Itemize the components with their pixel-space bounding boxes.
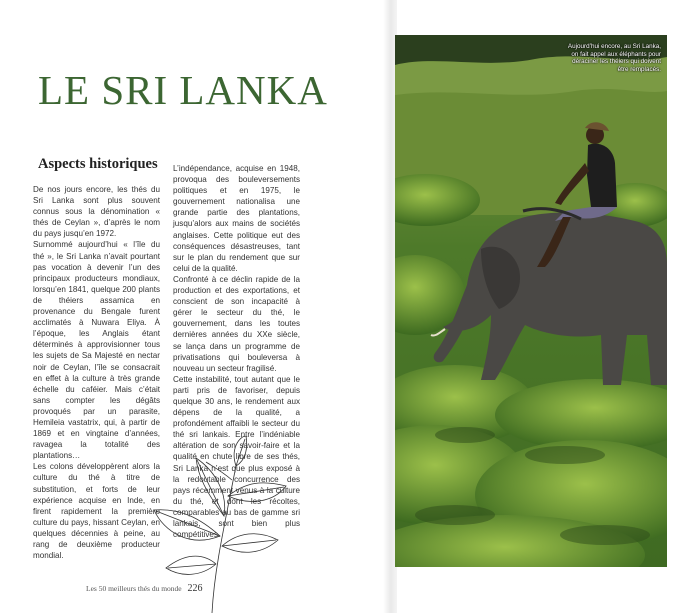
page-number: 226 [187, 583, 203, 594]
paragraph: De nos jours encore, les thés du Sri Lanka sont plus souvent connus sous la dénomination « thés de Ceylan », d’après le nom du pays jusqu’en 1972. [33, 185, 160, 239]
section-heading: Aspects historiques [38, 156, 158, 172]
text-column-left [33, 184, 160, 561]
paragraph: Cette instabilité, tout autant que le parti pris de favoriser, depuis quelque 30 ans, le rendement aux dépens de la qualité, a profondément affaibli le secteur du thé sri lankais. Entre l’indéniable altération de son savoir-faire et la qualité en chute libre de ses thés, Sri Lanka n’est que plus exposé à la redoutable concurrence des pays récemment venus à la culture du thé, et dont les récoltes, comparables au bas de gamme sri lankais, sont bien plus compétitives. [173, 374, 300, 540]
photo-image [395, 35, 667, 567]
paragraph: Surnommé aujourd’hui « l’île du thé », le Sri Lanka n’avait pourtant pas vocation à devenir l’un des principaux producteurs mondiaux, lorsqu’en 1841, quelque 200 plants de théiers assamica en provenance du Bengale furent acclimatés à Nuwara Eliya. À l’époque, les Anglais étant déterminés à approvisionner tous les sujets de Sa Majesté en nectar noir de Ceylan, l’île se consacrait en effet à la culture à très grande échelle du caféier. Mais c’était sans compter les dégâts provoqués par un parasite, Hemileia vastatrix, qui, à partir de 1869 et en vingtaine d’années, ravagea la totalité des plantations… [33, 240, 160, 461]
paragraph: Confronté à ce déclin rapide de la production et des exportations, et conscient de son incapacité à gérer le secteur du thé, le gouvernement, dans les toutes dernières années du XXe siècle, se lança dans un programme de privatisations qui bouleversa à nouveau un secteur fragilisé. [173, 274, 300, 373]
page-title: LE SRI LANKA [38, 67, 328, 113]
paragraph: Les colons développèrent alors la culture du thé à titre de substitution, et forts de leur expérience acquise en Inde, en firent rapidement la première culture du pays, hissant Ceylan, en quelques décennies à peine, au rang de deuxième producteur mondial. [33, 462, 160, 561]
paragraph: L’indépendance, acquise en 1948, provoqua des bouleversements politiques et en 1975, le gouvernement nationalisa une grande partie des plantations, jusqu’alors aux mains de sociétés anglaises. Cette politique eut des conséquences désastreuses, tant sur le plan du rendement que sur celui de la qualité. [173, 164, 300, 273]
book-title: Les 50 meilleurs thés du monde [86, 584, 182, 593]
photo-caption: Aujourd’hui encore, au Sri Lanka, on fait appel aux éléphants pour déraciner les théiers qui doivent être remplacés. [567, 43, 661, 73]
elephant-photo [395, 35, 667, 567]
page-footer [86, 583, 202, 594]
